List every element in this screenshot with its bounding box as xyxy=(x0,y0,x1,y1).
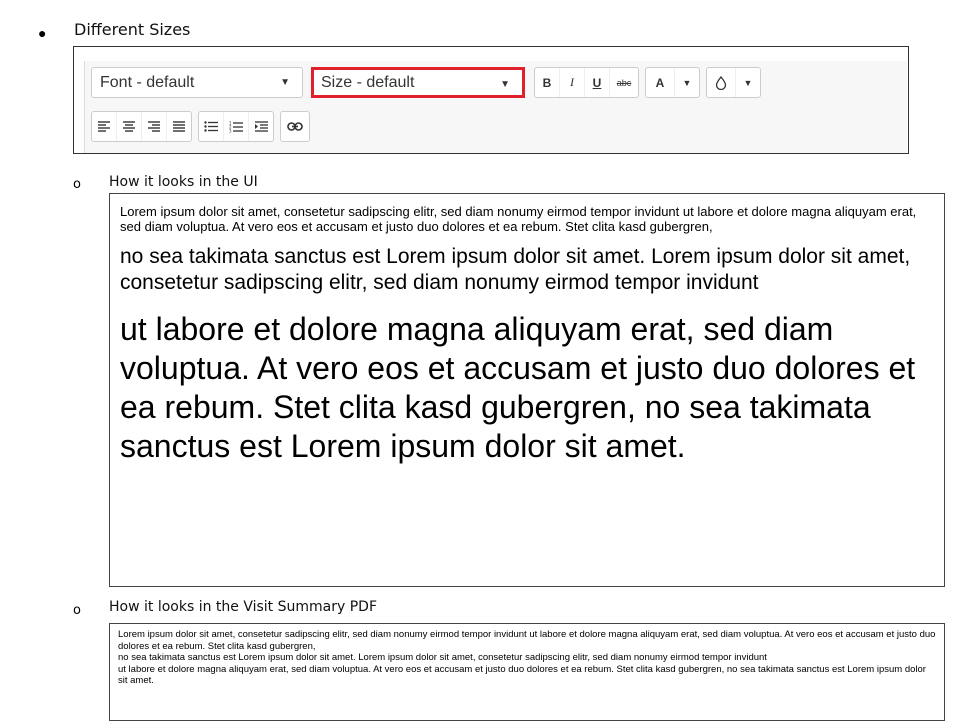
align-right-icon xyxy=(148,121,160,132)
align-justify-button[interactable] xyxy=(167,112,191,141)
chevron-down-icon: ▼ xyxy=(280,77,290,88)
numbered-list-icon xyxy=(229,121,243,133)
caret-down-icon: ▼ xyxy=(743,77,753,88)
pdf-paragraph-3: ut labore et dolore magna aliquyam erat, sed diam voluptua. At vero eos et accusam et justo duo dolores et ea rebum. Stet clita kasd gubergren, no sea takimata sanctus est Lorem ipsum dolor sit amet. xyxy=(118,663,926,686)
align-justify-icon xyxy=(173,121,185,132)
pdf-paragraph-1: Lorem ipsum dolor sit amet, consetetur sadipscing elitr, sed diam nonumy eirmod tempor invidunt ut labore et dolore magna aliquyam erat, sed diam voluptua. At vero eos et accusam et justo duo dolores et ea rebum. Stet clita kasd gubergren, xyxy=(118,629,936,652)
highlight-color-dropdown[interactable] xyxy=(736,68,760,97)
bold-button[interactable]: B xyxy=(535,68,560,97)
font-color-group xyxy=(645,67,700,98)
highlight-color-group xyxy=(706,67,761,98)
align-center-button[interactable] xyxy=(117,112,142,141)
section-title: Different Sizes xyxy=(74,20,191,39)
text-style-group xyxy=(534,67,639,98)
strikethrough-button[interactable]: abc xyxy=(616,77,632,88)
indent-icon xyxy=(255,121,268,132)
align-left-icon xyxy=(98,121,110,132)
sub-bullet-marker: o xyxy=(73,603,81,618)
font-color-dropdown[interactable] xyxy=(675,68,699,97)
pdf-rendering-example xyxy=(109,623,945,721)
droplet-icon xyxy=(715,76,727,90)
bullet-dot: ● xyxy=(38,25,47,41)
alignment-group xyxy=(91,111,192,142)
toolbar-row-2 xyxy=(85,111,310,142)
ui-rendering-example xyxy=(109,193,945,587)
italic-button[interactable]: I xyxy=(560,68,585,97)
align-left-button[interactable] xyxy=(92,112,117,141)
size-dropdown-label: Size - default xyxy=(321,73,415,91)
medium-size-paragraph: no sea takimata sanctus est Lorem ipsum dolor sit amet. Lorem ipsum dolor sit amet, consetetur sadipscing elitr, sed diam nonumy eirmod tempor invidunt xyxy=(120,245,911,294)
link-icon xyxy=(287,122,303,131)
ui-example-caption: How it looks in the UI xyxy=(109,174,258,190)
svg-text:1: 1 xyxy=(229,120,232,125)
font-dropdown[interactable] xyxy=(91,67,303,98)
svg-text:3: 3 xyxy=(229,128,232,133)
small-size-paragraph: Lorem ipsum dolor sit amet, consetetur sadipscing elitr, sed diam nonumy eirmod tempor invidunt ut labore et dolore magna aliquyam erat, sed diam voluptua. At vero eos et accusam et justo duo dolores et ea rebum. Stet clita kasd gubergren, xyxy=(120,204,917,234)
size-dropdown[interactable] xyxy=(311,67,525,98)
indent-button[interactable] xyxy=(249,112,273,141)
underline-button[interactable]: U xyxy=(585,68,610,97)
svg-text:2: 2 xyxy=(229,124,232,129)
insert-link-button[interactable] xyxy=(281,112,309,141)
bulleted-list-button[interactable] xyxy=(199,112,224,141)
caret-down-icon: ▼ xyxy=(682,77,692,88)
pdf-paragraph-2: no sea takimata sanctus est Lorem ipsum dolor sit amet. Lorem ipsum dolor sit amet, consetetur sadipscing elitr, sed diam nonumy eirmod tempor invidunt xyxy=(118,652,767,663)
chevron-down-icon: ▼ xyxy=(500,79,510,90)
pdf-example-caption: How it looks in the Visit Summary PDF xyxy=(109,599,377,615)
align-center-icon xyxy=(123,121,135,132)
align-right-button[interactable] xyxy=(142,112,167,141)
list-group xyxy=(198,111,274,142)
link-group xyxy=(280,111,310,142)
highlight-color-button[interactable] xyxy=(707,68,736,97)
large-size-paragraph: ut labore et dolore magna aliquyam erat, sed diam voluptua. At vero eos et accusam et justo duo dolores et ea rebum. Stet clita kasd gubergren, no sea takimata sanctus est Lorem ipsum dolor sit amet. xyxy=(120,311,916,464)
sub-bullet-marker: o xyxy=(73,177,81,192)
editor-toolbar-screenshot xyxy=(73,46,909,154)
numbered-list-button[interactable] xyxy=(224,112,249,141)
font-dropdown-label: Font - default xyxy=(100,73,195,91)
toolbar-row-1 xyxy=(85,67,761,98)
bullet-list-icon xyxy=(204,121,218,132)
editor-toolbar xyxy=(84,61,907,153)
font-color-button[interactable]: A xyxy=(646,68,675,97)
